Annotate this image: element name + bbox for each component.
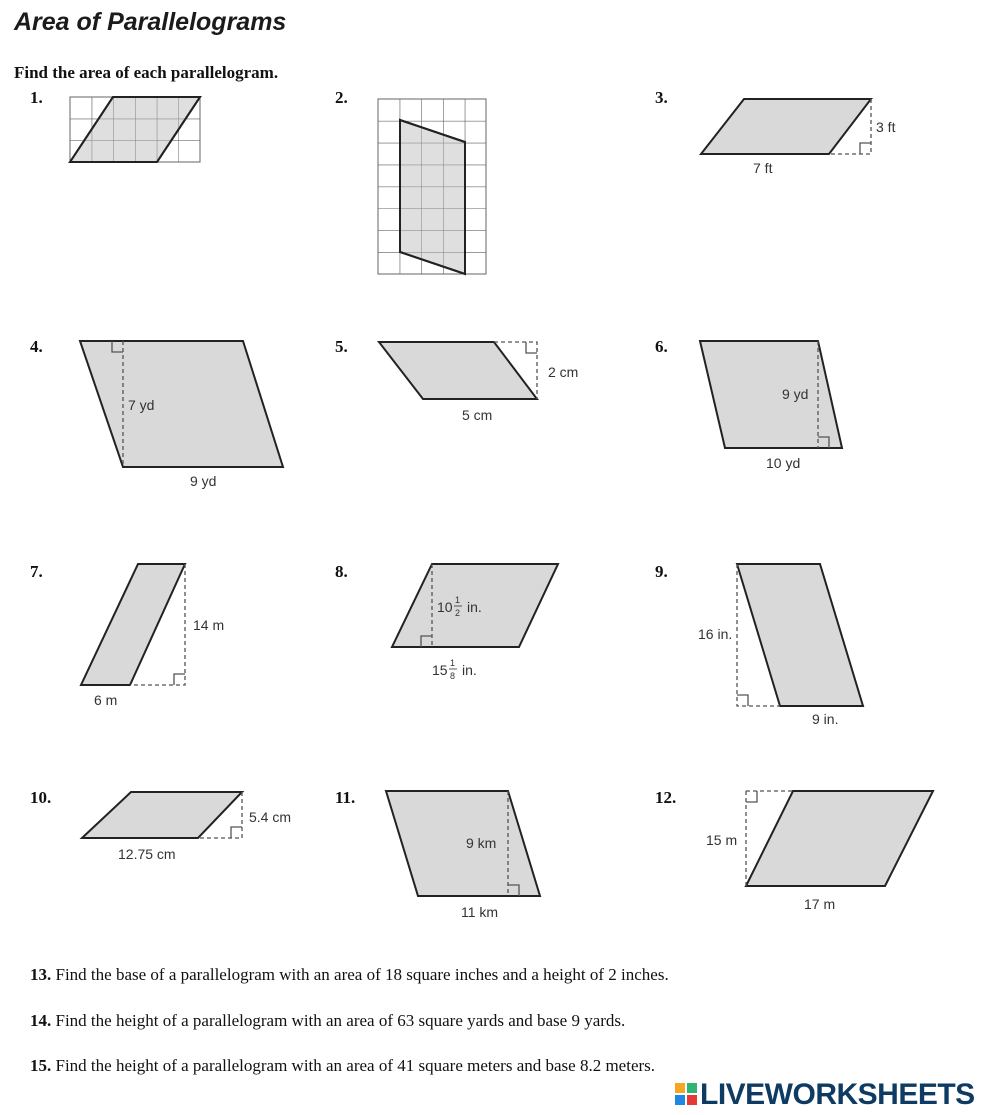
- svg-text:in.: in.: [467, 599, 482, 615]
- label-base: 7 ft: [753, 160, 773, 176]
- label-height: 9 km: [466, 835, 497, 851]
- problem-number: 10.: [30, 788, 52, 807]
- figure-9-parallelogram: [737, 564, 863, 706]
- svg-text:in.: in.: [462, 662, 477, 678]
- figure-5-parallelogram: [379, 342, 537, 399]
- figure-10-parallelogram: [82, 792, 242, 838]
- label-base: 11 km: [461, 904, 499, 920]
- label-base: 12.75 cm: [118, 846, 176, 862]
- liveworksheets-logo-icon: [675, 1083, 699, 1107]
- problem-number: 11.: [335, 788, 356, 807]
- svg-text:1: 1: [450, 658, 456, 668]
- label-height: 7 yd: [128, 397, 155, 413]
- question-13: 13. Find the base of a parallelogram with an area of 18 square inches and a height of 2 inches.: [30, 965, 669, 984]
- label-height: 14 m: [193, 617, 225, 633]
- figure-12-parallelogram: [746, 791, 933, 886]
- figure-3-parallelogram: [701, 99, 871, 154]
- problem-number: 8.: [335, 562, 348, 581]
- label-base: 17 m: [804, 896, 836, 912]
- branding-text[interactable]: LIVEWORKSHEETS: [700, 1078, 975, 1111]
- svg-text:10: 10: [437, 599, 453, 615]
- problem-number: 9.: [655, 562, 668, 581]
- question-14: 14. Find the height of a parallelogram with an area of 63 square yards and base 9 yards.: [30, 1011, 626, 1030]
- label-base-mixed: [432, 658, 477, 681]
- problem-number: 7.: [30, 562, 43, 581]
- page-title: Area of Parallelograms: [14, 8, 287, 36]
- svg-text:1: 1: [455, 595, 461, 605]
- problem-number: 2.: [335, 88, 348, 107]
- instructions: Find the area of each parallelogram.: [14, 63, 279, 82]
- figure-11-parallelogram: [386, 791, 540, 896]
- label-height: 3 ft: [876, 119, 896, 135]
- label-height: 5.4 cm: [249, 809, 292, 825]
- problem-number: 6.: [655, 337, 668, 356]
- label-height: 16 in.: [698, 626, 733, 642]
- problem-number: 12.: [655, 788, 677, 807]
- figure-4-parallelogram: [80, 341, 283, 467]
- label-base: 9 yd: [190, 473, 217, 489]
- label-height: 9 yd: [782, 386, 809, 402]
- svg-text:2: 2: [455, 608, 461, 618]
- label-base: 5 cm: [462, 407, 493, 423]
- figure-1-grid-parallelogram: [70, 97, 200, 162]
- problem-number: 5.: [335, 337, 348, 356]
- figure-6-parallelogram: [700, 341, 842, 448]
- problem-number: 4.: [30, 337, 43, 356]
- label-height: 2 cm: [548, 364, 579, 380]
- label-base: 6 m: [94, 692, 118, 708]
- figure-7-parallelogram: [81, 564, 185, 685]
- label-height: 15 m: [706, 832, 738, 848]
- figure-2-grid-parallelogram: [378, 99, 486, 274]
- svg-text:8: 8: [450, 671, 456, 681]
- question-15: 15. Find the height of a parallelogram with an area of 41 square meters and base 8.2 meters.: [30, 1056, 656, 1075]
- problem-number: 1.: [30, 88, 43, 107]
- label-base: 9 in.: [812, 711, 839, 727]
- svg-text:15: 15: [432, 662, 448, 678]
- problem-number: 3.: [655, 88, 668, 107]
- label-base: 10 yd: [766, 455, 801, 471]
